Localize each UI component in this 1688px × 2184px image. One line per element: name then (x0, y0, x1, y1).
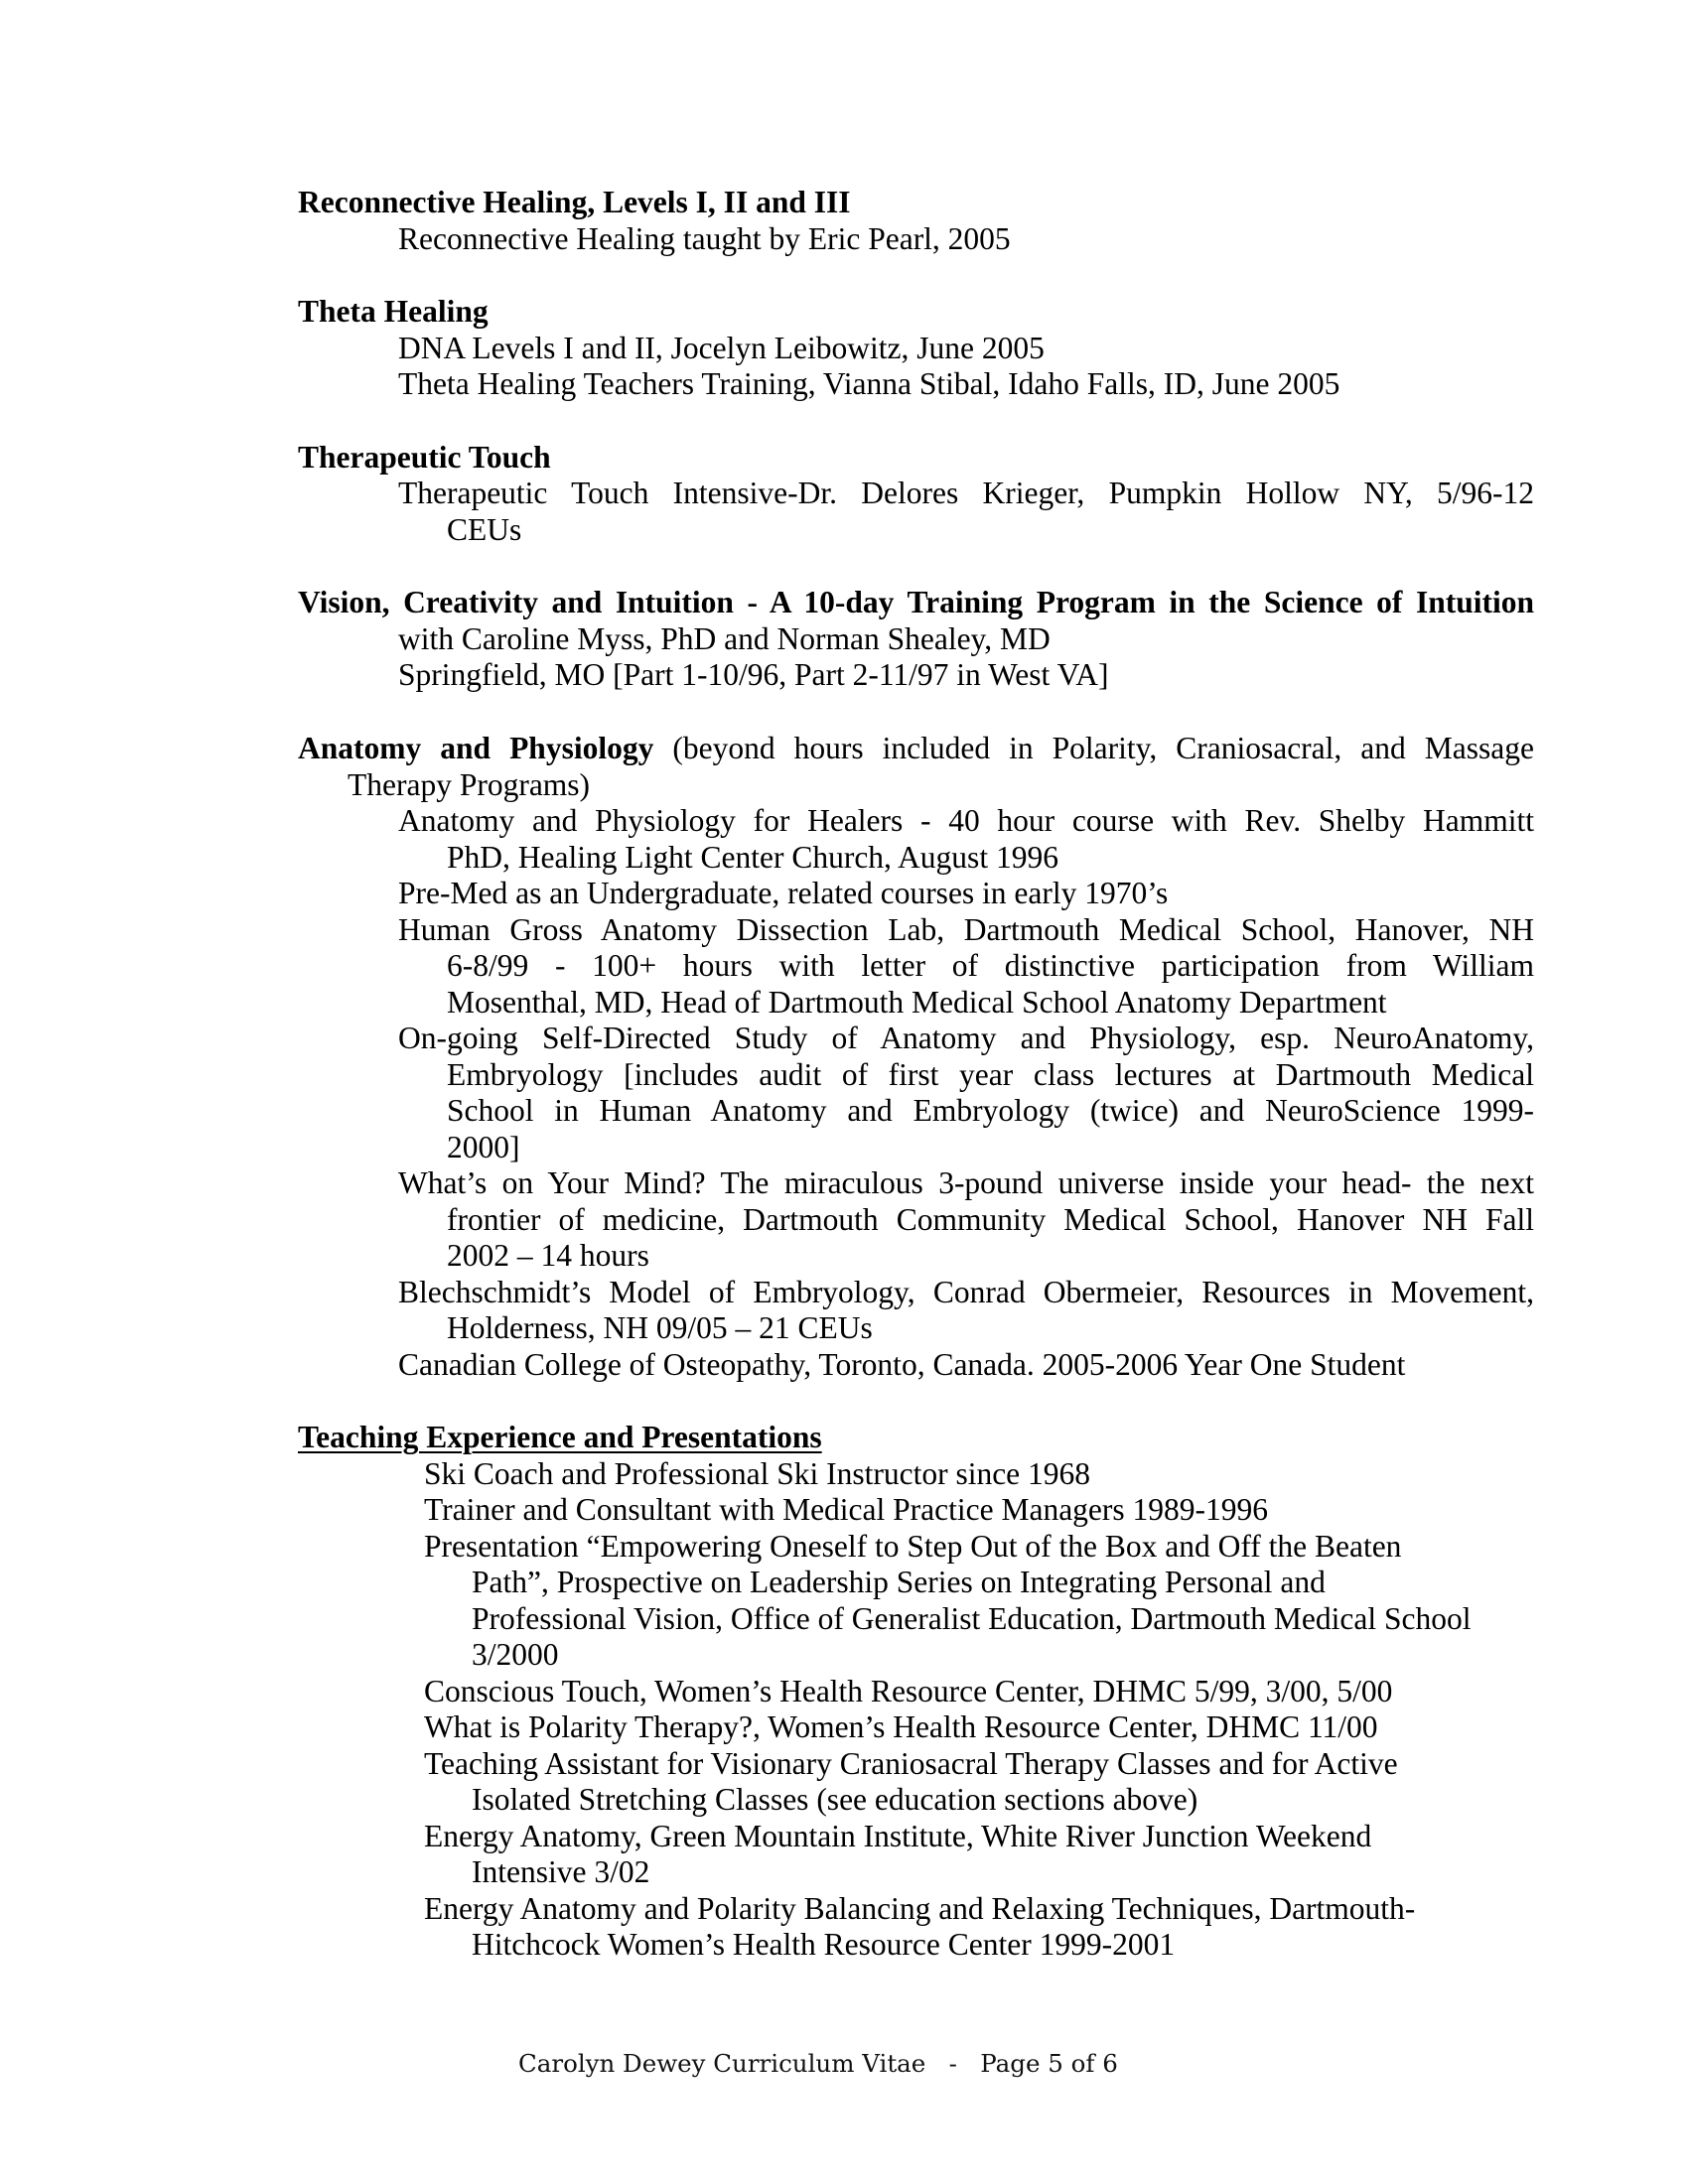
entry-theta-teachers-training: Theta Healing Teachers Training, Vianna Stibal, Idaho Falls, ID, June 2005 (398, 366, 1340, 401)
entry-energy-anatomy-gmi: Energy Anatomy, Green Mountain Institute, White River Junction Weekend (424, 1819, 1372, 1853)
entry-self-directed-study-cont: Embryology [includes audit of first year class lectures at Dartmouth Medical (447, 1057, 1534, 1092)
entry-self-directed-study: On-going Self-Directed Study of Anatomy and Physiology, esp. NeuroAnatomy, (398, 1021, 1534, 1055)
entry-polarity-therapy: What is Polarity Therapy?, Women’s Health Resource Center, DHMC 11/00 (424, 1709, 1378, 1744)
section-heading-theta-healing: Theta Healing (298, 294, 489, 329)
entry-anatomy-healers-cont: PhD, Healing Light Center Church, August 1996 (447, 840, 1058, 875)
entry-blechschmidt: Blechschmidt’s Model of Embryology, Conrad Obermeier, Resources in Movement, (398, 1275, 1534, 1309)
entry-whats-on-your-mind-cont: 2002 – 14 hours (447, 1238, 649, 1273)
entry-gross-anatomy-lab: Human Gross Anatomy Dissection Lab, Dartmouth Medical School, Hanover, NH (398, 912, 1534, 947)
entry-energy-anatomy-polarity-cont: Hitchcock Women’s Health Resource Center 1999-2001 (472, 1927, 1176, 1962)
entry-reconnective-healing-eric-pearl: Reconnective Healing taught by Eric Pearl, 2005 (398, 221, 1011, 256)
entry-gross-anatomy-lab-cont: Mosenthal, MD, Head of Dartmouth Medical School Anatomy Department (447, 985, 1387, 1020)
entry-teaching-assistant-cont: Isolated Stretching Classes (see education sections above) (472, 1782, 1198, 1817)
entry-pre-med: Pre-Med as an Undergraduate, related courses in early 1970’s (398, 876, 1169, 910)
entry-anatomy-healers: Anatomy and Physiology for Healers - 40 hour course with Rev. Shelby Hammitt (398, 803, 1534, 838)
entry-self-directed-study-cont: 2000] (447, 1130, 520, 1164)
section-heading-anatomy-physiology-line (298, 731, 1534, 766)
section-subtitle-anatomy-cont: Therapy Programs) (348, 767, 591, 802)
entry-therapeutic-touch-intensive-cont: CEUs (447, 512, 522, 547)
entry-whats-on-your-mind: What’s on Your Mind? The miraculous 3-pound universe inside your head- the next (398, 1165, 1534, 1200)
entry-therapeutic-touch-intensive: Therapeutic Touch Intensive-Dr. Delores Krieger, Pumpkin Hollow NY, 5/96-12 (398, 476, 1534, 510)
entry-presentation-empowering-cont: Professional Vision, Office of Generalist Education, Dartmouth Medical School (472, 1601, 1472, 1636)
entry-presentation-empowering: Presentation “Empowering Oneself to Step Out of the Box and Off the Beaten (424, 1529, 1402, 1564)
entry-gross-anatomy-lab-cont: 6-8/99 - 100+ hours with letter of distinctive participation from William (447, 948, 1534, 983)
entry-whats-on-your-mind-cont: frontier of medicine, Dartmouth Community Medical School, Hanover NH Fall (447, 1202, 1534, 1237)
section-heading-vision-creativity-intuition: Vision, Creativity and Intuition - A 10-day Training Program in the Science of Intuition (298, 585, 1534, 619)
entry-presentation-empowering-cont: 3/2000 (472, 1637, 559, 1672)
section-heading-therapeutic-touch: Therapeutic Touch (298, 440, 551, 475)
entry-dna-levels: DNA Levels I and II, Jocelyn Leibowitz, June 2005 (398, 331, 1045, 365)
entry-presentation-empowering-cont: Path”, Prospective on Leadership Series on Integrating Personal and (472, 1565, 1326, 1599)
entry-blechschmidt-cont: Holderness, NH 09/05 – 21 CEUs (447, 1310, 873, 1345)
section-heading-anatomy-physiology: Anatomy and Physiology (298, 731, 654, 765)
section-heading-reconnective-healing: Reconnective Healing, Levels I, II and III (298, 185, 851, 219)
entry-self-directed-study-cont: School in Human Anatomy and Embryology (twice) and NeuroScience 1999- (447, 1093, 1534, 1128)
entry-conscious-touch: Conscious Touch, Women’s Health Resource Center, DHMC 5/99, 3/00, 5/00 (424, 1674, 1393, 1708)
entry-energy-anatomy-polarity: Energy Anatomy and Polarity Balancing and Relaxing Techniques, Dartmouth- (424, 1891, 1416, 1926)
entry-canadian-college: Canadian College of Osteopathy, Toronto, Canada. 2005-2006 Year One Student (398, 1347, 1406, 1382)
entry-teaching-assistant: Teaching Assistant for Visionary Craniosacral Therapy Classes and for Active (424, 1746, 1398, 1781)
entry-trainer-consultant: Trainer and Consultant with Medical Practice Managers 1989-1996 (424, 1492, 1269, 1527)
section-subtitle-anatomy: (beyond hours included in Polarity, Craniosacral, and Massage (672, 731, 1535, 765)
entry-energy-anatomy-gmi-cont: Intensive 3/02 (472, 1854, 650, 1889)
entry-vision-with: with Caroline Myss, PhD and Norman Shealey, MD (398, 621, 1051, 656)
section-heading-teaching-experience: Teaching Experience and Presentations (298, 1420, 822, 1454)
page-footer: Carolyn Dewey Curriculum Vitae - Page 5 of 6 (518, 2049, 1118, 2078)
entry-ski-coach: Ski Coach and Professional Ski Instructor since 1968 (424, 1456, 1091, 1491)
entry-vision-springfield: Springfield, MO [Part 1-10/96, Part 2-11/97 in West VA] (398, 657, 1109, 692)
